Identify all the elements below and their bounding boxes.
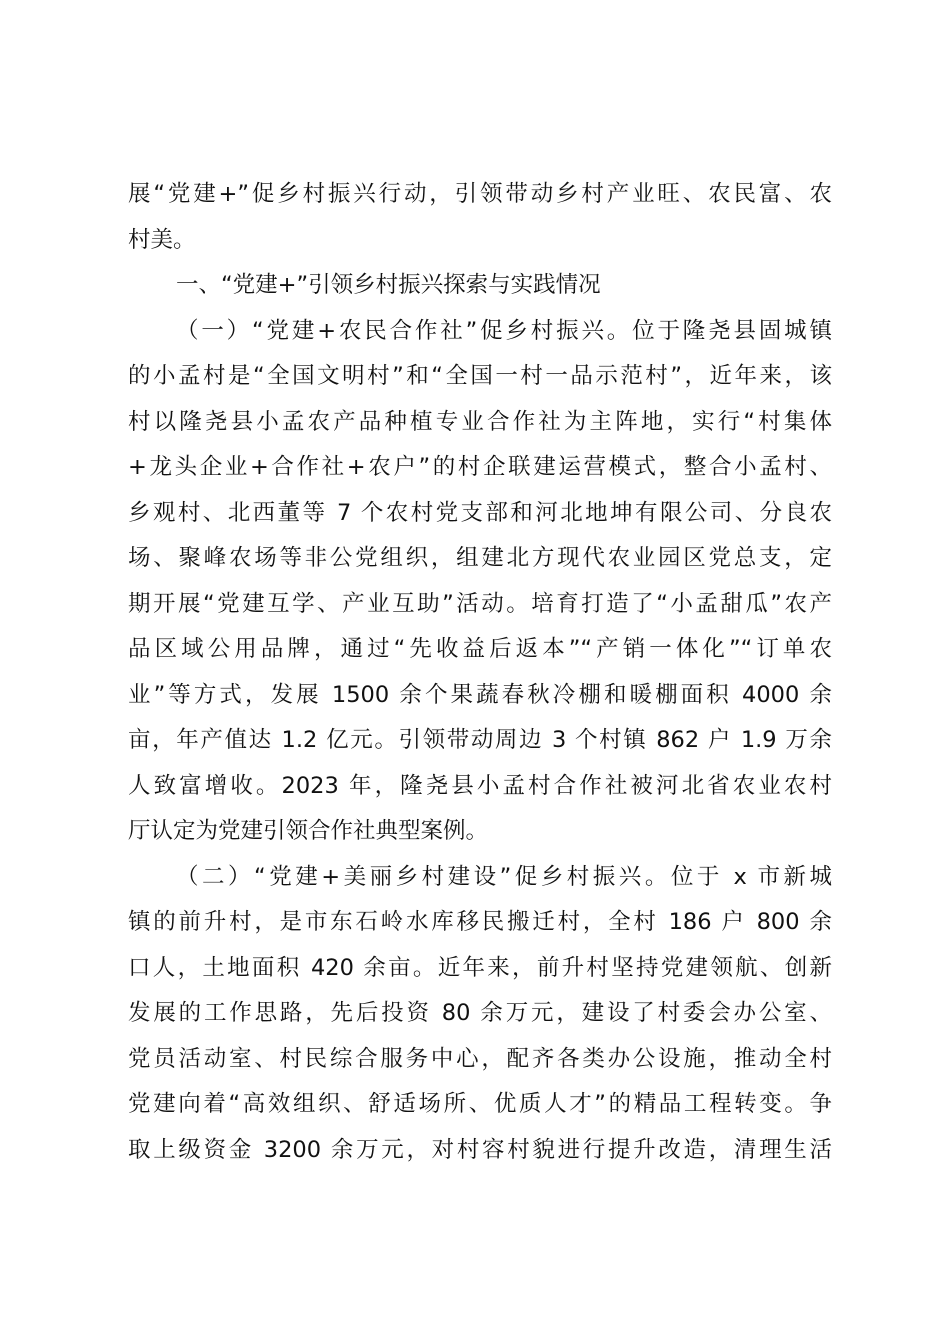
section-heading: 一、“党建+”引领乡村振兴探索与实践情况 xyxy=(176,272,601,298)
text-line: 村美。 xyxy=(128,226,196,253)
text-line: 乡观村、北西董等 7 个农村党支部和河北地坤有限公司、分良农 xyxy=(128,499,832,526)
text-line: 的小孟村是“全国文明村”和“全国一村一品示范村”，近年来，该 xyxy=(128,363,832,389)
text-line: 期开展“党建互学、产业互助”活动。培育打造了“小孟甜瓜”农产 xyxy=(128,590,832,617)
subsection-heading-line: （一）“党建+农民合作社”促乡村振兴。位于隆尧县固城镇 xyxy=(176,317,832,344)
text-line: 发展的工作思路，先后投资 80 余万元，建设了村委会办公室、 xyxy=(128,1000,832,1026)
subsection-heading-line: （二）“党建+美丽乡村建设”促乡村振兴。位于 x 市新城 xyxy=(176,863,832,890)
body-text xyxy=(128,172,832,1173)
text-line: 党员活动室、村民综合服务中心，配齐各类办公设施，推动全村 xyxy=(128,1045,832,1072)
text-line: 厅认定为党建引领合作社典型案例。 xyxy=(128,818,489,844)
text-line: 品区域公用品牌，通过“先收益后返本”“产销一体化”“订单农 xyxy=(128,636,832,662)
text-line: 党建向着“高效组织、舒适场所、优质人才”的精品工程转变。争 xyxy=(128,1091,832,1117)
text-line: 村以隆尧县小孟农产品种植专业合作社为主阵地，实行“村集体 xyxy=(128,408,832,435)
text-line: +龙头企业+合作社+农户”的村企联建运营模式，整合小孟村、 xyxy=(128,454,832,480)
text-line: 业”等方式，发展 1500 余个果蔬春秋冷棚和暖棚面积 4000 余 xyxy=(128,681,832,708)
text-line: 人致富增收。2023 年，隆尧县小孟村合作社被河北省农业农村 xyxy=(128,772,832,799)
text-line: 展“党建+”促乡村振兴行动，引领带动乡村产业旺、农民富、农 xyxy=(128,181,832,207)
text-line: 镇的前升村，是市东石岭水库移民搬迁村，全村 186 户 800 余 xyxy=(128,909,832,935)
text-line: 亩，年产值达 1.2 亿元。引领带动周边 3 个村镇 862 户 1.9 万余 xyxy=(128,727,832,753)
text-line: 场、聚峰农场等非公党组织，组建北方现代农业园区党总支，定 xyxy=(128,545,832,571)
text-line: 口人，土地面积 420 余亩。近年来，前升村坚持党建领航、创新 xyxy=(128,954,832,981)
text-line: 取上级资金 3200 余万元，对村容村貌进行提升改造，清理生活 xyxy=(128,1136,832,1163)
